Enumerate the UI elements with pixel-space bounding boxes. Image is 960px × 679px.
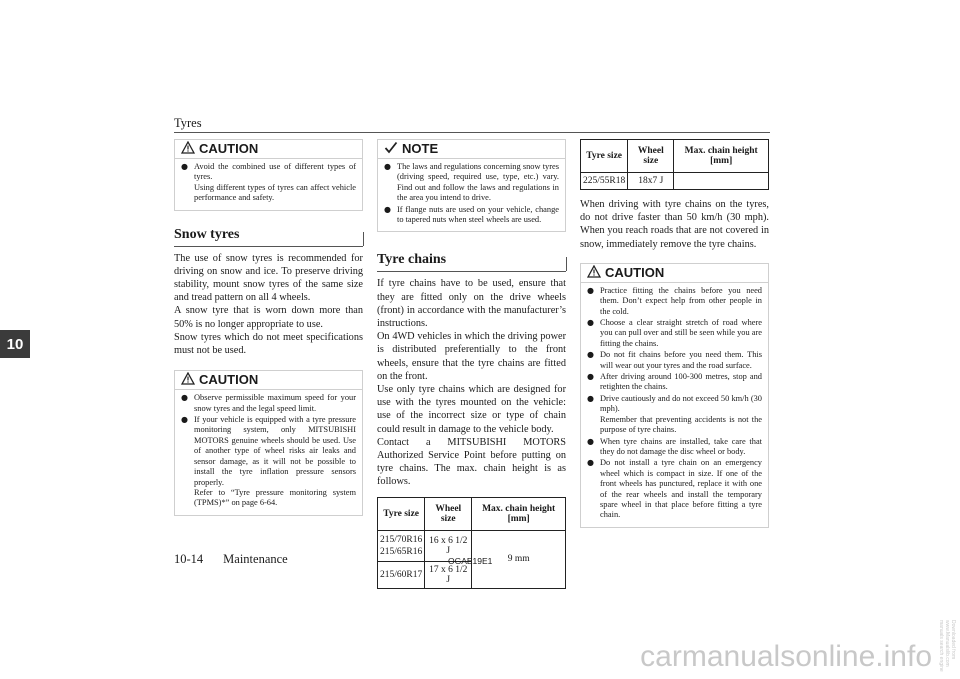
- note-title: NOTE: [402, 141, 439, 156]
- chain-height-table-continued: [580, 139, 769, 190]
- bullet-icon: ●: [587, 318, 594, 328]
- section-title-tyre-chains: [377, 246, 566, 272]
- watermark: carmanualsonline.info: [640, 640, 932, 673]
- caution-title: CAUTION: [605, 264, 665, 280]
- bullet-icon: ●: [587, 436, 594, 446]
- caution-title-bar: [581, 264, 768, 283]
- caution-text: Using different types of tyres can affect vehicle performance and safety.: [194, 182, 356, 203]
- warning-triangle-icon: [181, 372, 195, 388]
- table-cell-wheel-size: 16 x 6 1/2 J: [425, 530, 472, 561]
- bullet-icon: ●: [587, 350, 594, 360]
- bullet-icon: ●: [587, 393, 594, 403]
- caution-box-combined-tyres: [174, 139, 363, 211]
- column-3: [580, 139, 769, 538]
- section-title-text: Snow tyres: [174, 226, 240, 242]
- caution-text: Remember that preventing accidents is not the purpose of tyre chains.: [600, 414, 762, 435]
- bullet-icon: ●: [181, 415, 188, 425]
- caution-item: [587, 286, 762, 317]
- table-cell-tyre-size: 215/70R16 215/65R16: [378, 530, 425, 561]
- caution-text: Avoid the combined use of different types of tyres.: [194, 162, 356, 182]
- caution-body: [175, 390, 362, 514]
- column-1: [174, 139, 363, 526]
- caution-box-tyre-chains: [580, 263, 769, 528]
- caution-item: [587, 394, 762, 436]
- table-cell-chain-height: 9 mm: [472, 530, 566, 588]
- warning-triangle-icon: [587, 265, 601, 281]
- caution-text: Do not fit chains before you need them. This will wear out your tyres and the road surface.: [600, 350, 762, 370]
- table-header: Max. chain height [mm]: [472, 497, 566, 530]
- header-rule: [174, 132, 770, 133]
- page-footer: [174, 552, 308, 567]
- paragraph: On 4WD vehicles in which the driving power is distributed preferentially to the front wheels, ensure that the tyre chains are fitted on the front.: [377, 331, 566, 382]
- note-title-bar: [378, 140, 565, 159]
- paragraph: Contact a MITSUBISHI MOTORS Authorized Service Point before putting on tyre chains. The max. chain height is as follows.: [377, 436, 566, 488]
- bullet-icon: ●: [384, 162, 391, 171]
- table-cell-wheel-size: 18x7 J: [628, 173, 674, 190]
- table-cell-tyre-size: 225/55R18: [581, 173, 628, 190]
- caution-title: CAUTION: [199, 141, 259, 156]
- table-header: Wheel size: [628, 140, 674, 173]
- table-header: Max. chain height [mm]: [674, 140, 769, 173]
- title-rule-mark: [566, 257, 567, 271]
- column-2: [377, 139, 566, 589]
- table-cell-tyre-size: 215/60R17: [378, 561, 425, 588]
- caution-item: [587, 437, 762, 458]
- bullet-icon: ●: [587, 458, 594, 468]
- section-title-snow-tyres: [174, 221, 363, 247]
- caution-item: [587, 350, 762, 371]
- caution-text: Observe permissible maximum speed for your snow tyres and the legal speed limit.: [194, 393, 356, 413]
- caution-text: Refer to “Tyre pressure monitoring system (TPMS)*” on page 6-64.: [194, 487, 356, 508]
- note-body: [378, 159, 565, 231]
- caution-text: Do not install a tyre chain on an emergency wheel which is compact in size. If one of the front wheels has punctured, replace it with one of the rear wheels and install the temporary spare wheel in that place before fitting a tyre chain.: [600, 458, 762, 520]
- paragraph: When driving with tyre chains on the tyres, do not drive faster than 50 km/h (30 mph). When you reach roads that are not covered in snow, immediately remove the tyre chains.: [580, 199, 769, 250]
- title-rule-mark: [363, 232, 364, 246]
- caution-text: Practice fitting the chains before you need them. Don’t expect help from other people in the cold.: [600, 285, 762, 316]
- caution-item: [587, 372, 762, 393]
- caution-item: [587, 458, 762, 520]
- note-check-icon: [384, 141, 398, 157]
- table-header: Tyre size: [378, 497, 425, 530]
- caution-text: Choose a clear straight stretch of road where you can pull over and still be seen while you are fitting the chains.: [600, 318, 762, 348]
- table-header-row: [378, 497, 566, 530]
- paragraph: Snow tyres which do not meet specifications must not be used.: [174, 331, 363, 357]
- footer-section: Maintenance: [223, 552, 288, 566]
- bullet-icon: ●: [587, 285, 594, 295]
- document-code: OGAE19E1: [448, 556, 493, 566]
- table-header: Wheel size: [425, 497, 472, 530]
- caution-text: If your vehicle is equipped with a tyre pressure monitoring system, only MITSUBISHI MOTORS genuine wheels should be used. Use of another type of wheel risks air leaks and sensor damage, as it will not be possible to install the tyre inflation pressure sensors properly.: [194, 415, 356, 487]
- paragraph: A snow tyre that is worn down more than 50% is no longer appropriate to use.: [174, 305, 363, 330]
- paragraph: The use of snow tyres is recommended for driving on snow and ice. To preserve driving stability, mount snow tyres of the same size and tread pattern on all 4 wheels.: [174, 252, 363, 304]
- bullet-icon: ●: [384, 204, 391, 214]
- table-cell-chain-height: [674, 173, 769, 190]
- table-header-row: [581, 140, 769, 173]
- note-text: The laws and regulations concerning snow tyres (driving speed, required use, type, etc.) vary. Find out and follow the laws and regulations in the area you intend to drive.: [397, 162, 559, 203]
- section-title-text: Tyre chains: [377, 252, 447, 268]
- chain-height-table: [377, 497, 566, 589]
- caution-title-bar: [175, 371, 362, 390]
- note-text: If flange nuts are used on your vehicle, change to tapered nuts when steel wheels are used.: [397, 204, 559, 225]
- caution-text: After driving around 100-300 metres, stop and retighten the chains.: [600, 372, 762, 392]
- page-number: 10-14: [174, 552, 204, 566]
- bullet-icon: ●: [181, 393, 188, 403]
- note-box: [377, 139, 566, 232]
- caution-item: [587, 318, 762, 349]
- caution-item: [181, 415, 356, 509]
- bullet-icon: ●: [181, 162, 188, 171]
- note-item: [384, 162, 559, 204]
- caution-text: When tyre chains are installed, take care that they do not damage the disc wheel or body.: [600, 436, 762, 456]
- caution-body: [581, 283, 768, 527]
- paragraph: If tyre chains have to be used, ensure that they are fitted only on the drive wheels (front) in accordance with the manufacturer’s instructions.: [377, 278, 566, 330]
- bullet-icon: ●: [587, 372, 594, 382]
- paragraph: Use only tyre chains which are designed for use with the tyres mounted on the vehicle: use of the incorrect size or type of chain could result in damage to the vehicle body.: [377, 384, 566, 435]
- table-cell-wheel-size: 17 x 6 1/2 J: [425, 561, 472, 588]
- caution-item: [181, 162, 356, 204]
- note-item: [384, 205, 559, 226]
- table-header: Tyre size: [581, 140, 628, 173]
- caution-item: [181, 393, 356, 414]
- caution-box-snow-tyres: [174, 370, 363, 515]
- caution-title: CAUTION: [199, 372, 259, 388]
- watermark-small: Downloaded from www.Manualslib.com manuals search engine: [938, 620, 956, 672]
- caution-body: [175, 159, 362, 210]
- chapter-tab: 10: [0, 330, 30, 358]
- caution-text: Drive cautiously and do not exceed 50 km/h (30 mph).: [600, 393, 762, 414]
- caution-title-bar: [175, 140, 362, 159]
- warning-triangle-icon: [181, 141, 195, 157]
- table-row: [581, 173, 769, 190]
- page-header-title: Tyres: [174, 116, 202, 130]
